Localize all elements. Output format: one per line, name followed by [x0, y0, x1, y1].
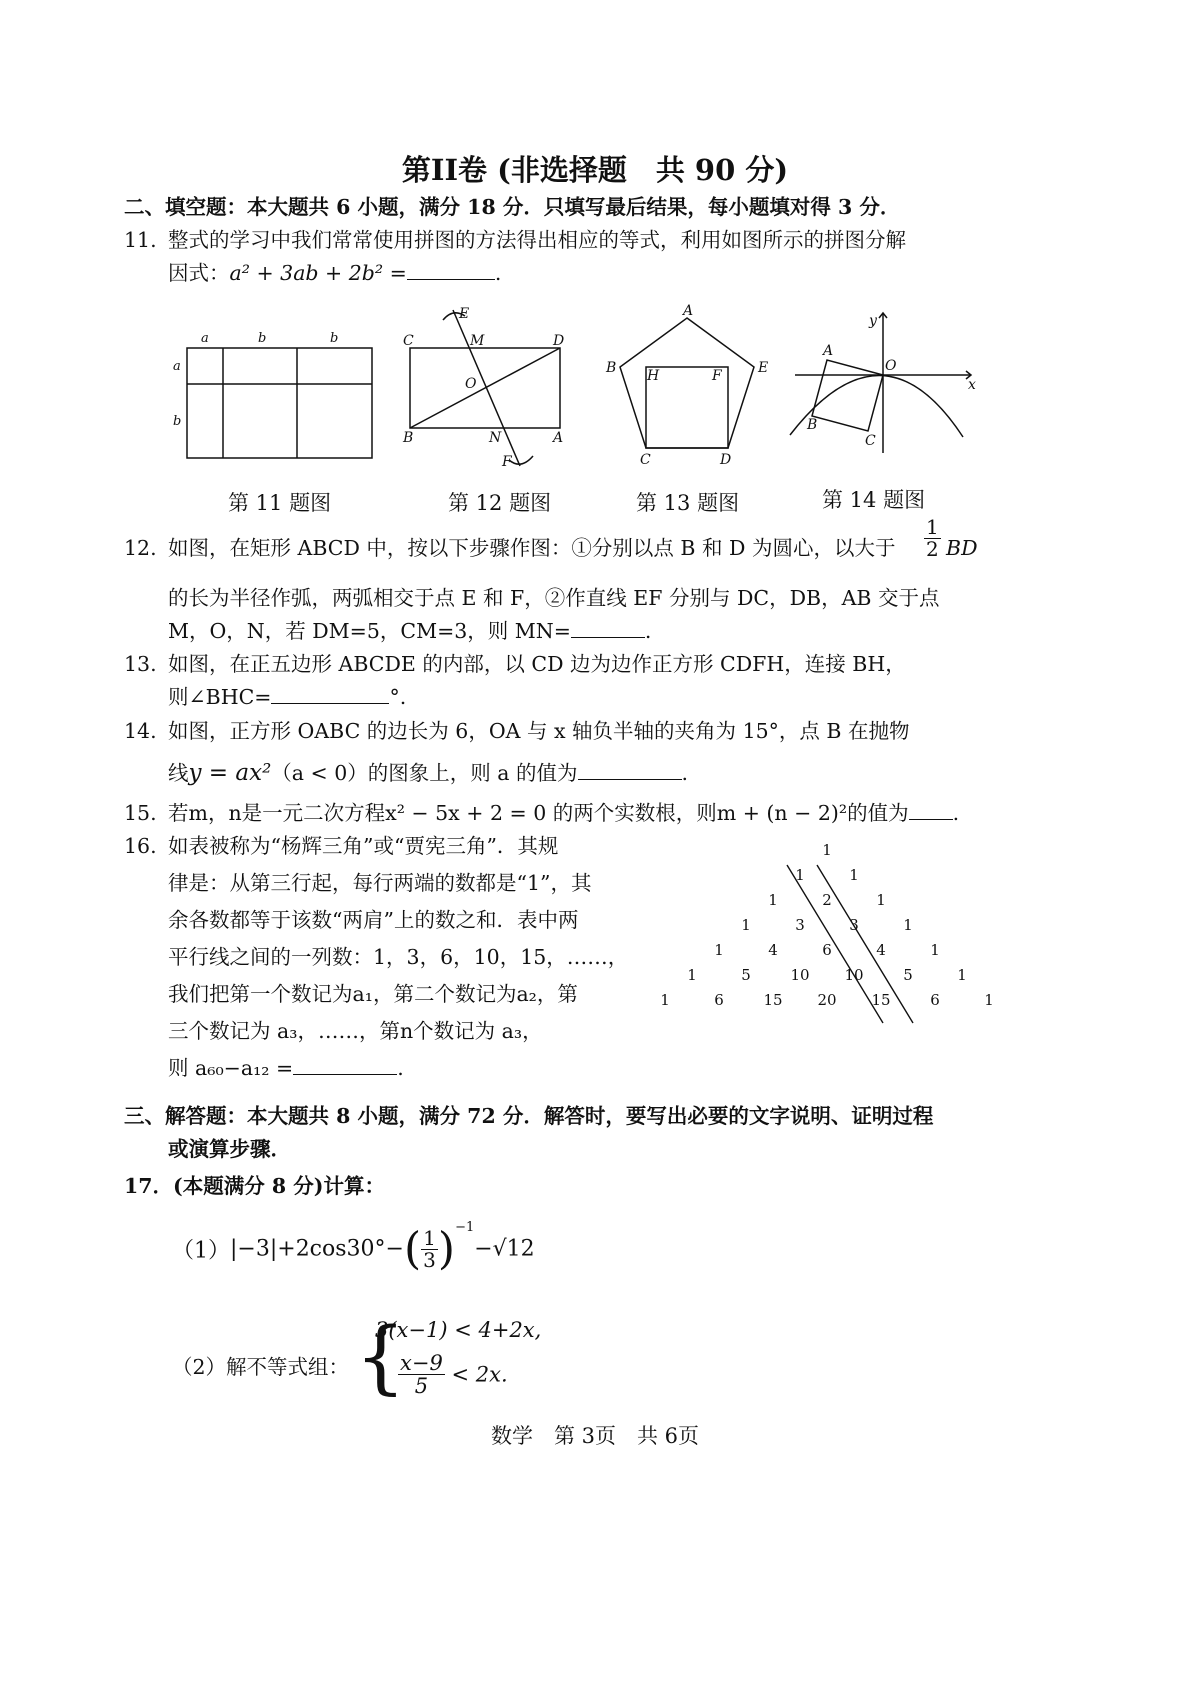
q11-expression: a² + 3ab + 2b² =	[229, 261, 407, 285]
fig13-label-e: E	[758, 360, 769, 376]
q14-number: 14.	[124, 719, 157, 743]
fig12-diagonal-bd	[410, 348, 560, 428]
triangle-number: 3	[849, 916, 859, 934]
triangle-number: 1	[822, 841, 832, 859]
q11-answer-blank	[407, 261, 495, 280]
page-footer: 数学 第 3页 共 6页	[490, 1424, 700, 1448]
caption-fig14: 第 14 题图	[822, 488, 926, 512]
section-2-header: 二、填空题：本大题共 6 小题，满分 18 分．只填写最后结果，每小题填对得 3 分．	[124, 195, 901, 219]
q13-line2	[168, 682, 406, 712]
fig12-arc-f	[509, 456, 533, 464]
q17-system-brace: {	[355, 1310, 406, 1403]
q16-line-4: 平行线之间的一列数：1，3，6，10，15，……，	[168, 945, 629, 969]
triangle-number: 1	[768, 891, 778, 909]
yanghui-triangle	[645, 835, 1005, 1035]
fig14-label-x: x	[968, 377, 976, 393]
q12-fraction	[924, 517, 941, 560]
q16-number: 16.	[124, 834, 157, 858]
section-3-header-line2: 或演算步骤．	[168, 1137, 291, 1161]
q17-part1-label: （1）	[172, 1238, 230, 1264]
triangle-number: 1	[930, 941, 940, 959]
triangle-number: 15	[763, 991, 783, 1009]
fig12-label-d: D	[553, 333, 565, 349]
q17-header: 17．(本题满分 8 分)计算：	[124, 1174, 385, 1198]
triangle-number: 3	[795, 916, 805, 934]
fig13-label-c: C	[640, 452, 651, 468]
figure-13	[600, 300, 775, 470]
q15-number: 15.	[124, 801, 157, 825]
triangle-number: 1	[795, 866, 805, 884]
fig14-square	[812, 360, 883, 431]
q12-frac-denominator: 2	[926, 537, 939, 561]
q17-inequality-1: 3(x−1) < 4+2x,	[375, 1318, 542, 1342]
q12-line1-text: 如图，在矩形 ABCD 中，按以下步骤作图：①分别以点 B 和 D 为圆心，以大于	[168, 536, 896, 560]
triangle-number: 2	[822, 891, 832, 909]
q11-end: .	[494, 261, 502, 285]
triangle-number: 1	[984, 991, 994, 1009]
q14-end: .	[681, 761, 689, 785]
fig14-label-y: y	[869, 313, 877, 329]
page-title: 第II卷 (非选择题 共 90 分)	[401, 153, 789, 187]
fig13-label-f: F	[712, 368, 722, 384]
q17-part1-expression: |−3|+2cos30°−	[230, 1236, 404, 1262]
q16-line-7	[168, 1053, 628, 1083]
q12-answer-blank	[571, 619, 645, 638]
fig13-pentagon	[620, 318, 754, 448]
fig13-label-h: H	[647, 368, 660, 384]
q11-line1: 整式的学习中我们常常使用拼图的方法得出相应的等式，利用如图所示的拼图分解	[168, 228, 906, 252]
triangle-number: 4	[768, 941, 778, 959]
q17-part1-tail: −√12	[474, 1236, 535, 1262]
section-3-header-line1: 三、解答题：本大题共 8 小题，满分 72 分．解答时，要写出必要的文字说明、证明过程	[124, 1104, 934, 1128]
fig12-label-m: M	[470, 333, 485, 349]
q15-line	[168, 798, 959, 828]
q13-answer-blank	[271, 685, 389, 704]
q16-answer-blank	[293, 1056, 397, 1075]
q17-ineq2-denominator: 5	[414, 1374, 429, 1399]
q14-line2-text: （a < 0）的图象上，则 a 的值为	[271, 761, 578, 785]
q17-exponent: −1	[455, 1220, 475, 1235]
q15-end: .	[952, 801, 960, 825]
triangle-number: 5	[741, 966, 751, 984]
q16-line-6: 三个数记为 a₃，……，第n个数记为 a₃，	[168, 1019, 543, 1043]
fig12-label-n: N	[489, 430, 502, 446]
triangle-number: 1	[849, 866, 859, 884]
q17-part2-label: （2）解不等式组：	[172, 1355, 350, 1379]
q13-line2-text: 则∠BHC=	[168, 685, 272, 709]
triangle-number: 10	[844, 966, 864, 984]
fig11-left-label-a: a	[173, 359, 181, 374]
q13-number: 13.	[124, 652, 157, 676]
triangle-number: 1	[714, 941, 724, 959]
q12-line2: 的长为半径作弧，两弧相交于点 E 和 F，②作直线 EF 分别与 DC，DB，AB 交于点	[168, 586, 940, 610]
fig11-top-label-a: a	[201, 331, 209, 346]
q12-bd: BD	[946, 536, 978, 560]
triangle-number: 6	[822, 941, 832, 959]
q12-frac-numerator: 1	[926, 515, 939, 539]
triangle-number: 5	[903, 966, 913, 984]
fig11-top-label-b1: b	[258, 331, 267, 346]
fig12-label-e: E	[459, 306, 470, 322]
fig13-label-b: B	[606, 360, 617, 376]
fig14-label-a: A	[823, 343, 834, 359]
triangle-number: 1	[687, 966, 697, 984]
fig12-label-b: B	[403, 430, 414, 446]
q16-line-3: 余各数都等于该数“两肩”上的数之和．表中两	[168, 908, 579, 932]
triangle-number: 4	[876, 941, 886, 959]
q17-part1	[172, 1220, 535, 1275]
q11-line2	[168, 258, 501, 288]
q16-line-5: 我们把第一个数记为a₁，第二个数记为a₂，第	[168, 982, 578, 1006]
fig11-outer-rect	[187, 348, 372, 458]
q16-text-block	[168, 831, 628, 1083]
q13-end: °.	[389, 685, 407, 709]
fig14-label-b: B	[807, 417, 818, 433]
q14-line2-prefix: 线	[168, 761, 189, 785]
triangle-number: 1	[957, 966, 967, 984]
q17-ineq2-numerator: x−9	[400, 1351, 443, 1375]
q17-ineq2-tail: < 2x.	[451, 1362, 508, 1387]
triangle-number: 6	[930, 991, 940, 1009]
q12-line3-text: M，O，N，若 DM=5，CM=3，则 MN=	[168, 619, 571, 643]
q13-line1: 如图，在正五边形 ABCDE 的内部，以 CD 边为边作正方形 CDFH，连接 BH，	[168, 652, 906, 676]
q14-parabola-formula: y = ax²	[188, 760, 272, 786]
triangle-number: 6	[714, 991, 724, 1009]
caption-fig13: 第 13 题图	[636, 491, 740, 515]
fig14-label-c: C	[865, 433, 876, 449]
triangle-number: 15	[871, 991, 891, 1009]
q14-answer-blank	[578, 761, 682, 780]
triangle-number: 1	[741, 916, 751, 934]
q16-last-text: 则 a₆₀−a₁₂ =	[168, 1056, 294, 1080]
fig12-line-ef	[453, 310, 520, 466]
triangle-number: 1	[660, 991, 670, 1009]
fig12-label-f: F	[502, 454, 512, 470]
fig11-left-label-b: b	[173, 414, 182, 429]
fig13-label-d: D	[720, 452, 732, 468]
figure-14	[785, 305, 985, 455]
fig12-label-c: C	[403, 333, 414, 349]
q17-inequality-2	[398, 1352, 508, 1397]
figure-12	[395, 300, 585, 480]
q17-right-paren: )	[437, 1223, 456, 1275]
fig12-label-o: O	[465, 376, 477, 392]
caption-fig11: 第 11 题图	[228, 491, 332, 515]
figure-11	[165, 320, 380, 465]
fig12-label-a: A	[553, 430, 564, 446]
q16-line-1: 如表被称为“杨辉三角”或“贾宪三角”．其规	[168, 834, 559, 858]
triangle-number: 1	[903, 916, 913, 934]
q15-text: 若m，n是一元二次方程x² − 5x + 2 = 0 的两个实数根，则m + (n − 2)²的值为	[168, 801, 909, 825]
q15-answer-blank	[909, 801, 953, 820]
q16-line-2: 律是：从第三行起，每行两端的数都是“1”，其	[168, 871, 592, 895]
triangle-number: 10	[790, 966, 810, 984]
fig14-label-o: O	[885, 358, 897, 374]
q14-line1: 如图，正方形 OABC 的边长为 6，OA 与 x 轴负半轴的夹角为 15°，点 B 在抛物	[168, 719, 910, 743]
fig13-label-a: A	[683, 303, 694, 319]
triangle-number: 1	[876, 891, 886, 909]
q12-number: 12.	[124, 536, 157, 560]
q17-left-paren: (	[403, 1223, 422, 1275]
q17-frac-denominator: 3	[423, 1247, 436, 1272]
q12-line1	[168, 533, 895, 563]
q12-line3	[168, 616, 651, 646]
q12-end: .	[644, 619, 652, 643]
fig11-top-label-b2: b	[330, 331, 339, 346]
q16-end: .	[397, 1056, 404, 1080]
q11-number: 11.	[124, 228, 157, 252]
q14-line2	[168, 758, 688, 788]
triangle-number: 20	[817, 991, 837, 1009]
q17-frac-numerator: 1	[423, 1225, 436, 1250]
q11-prefix: 因式：	[168, 261, 230, 285]
caption-fig12: 第 12 题图	[448, 491, 552, 515]
triangle-numbers	[660, 841, 994, 1009]
